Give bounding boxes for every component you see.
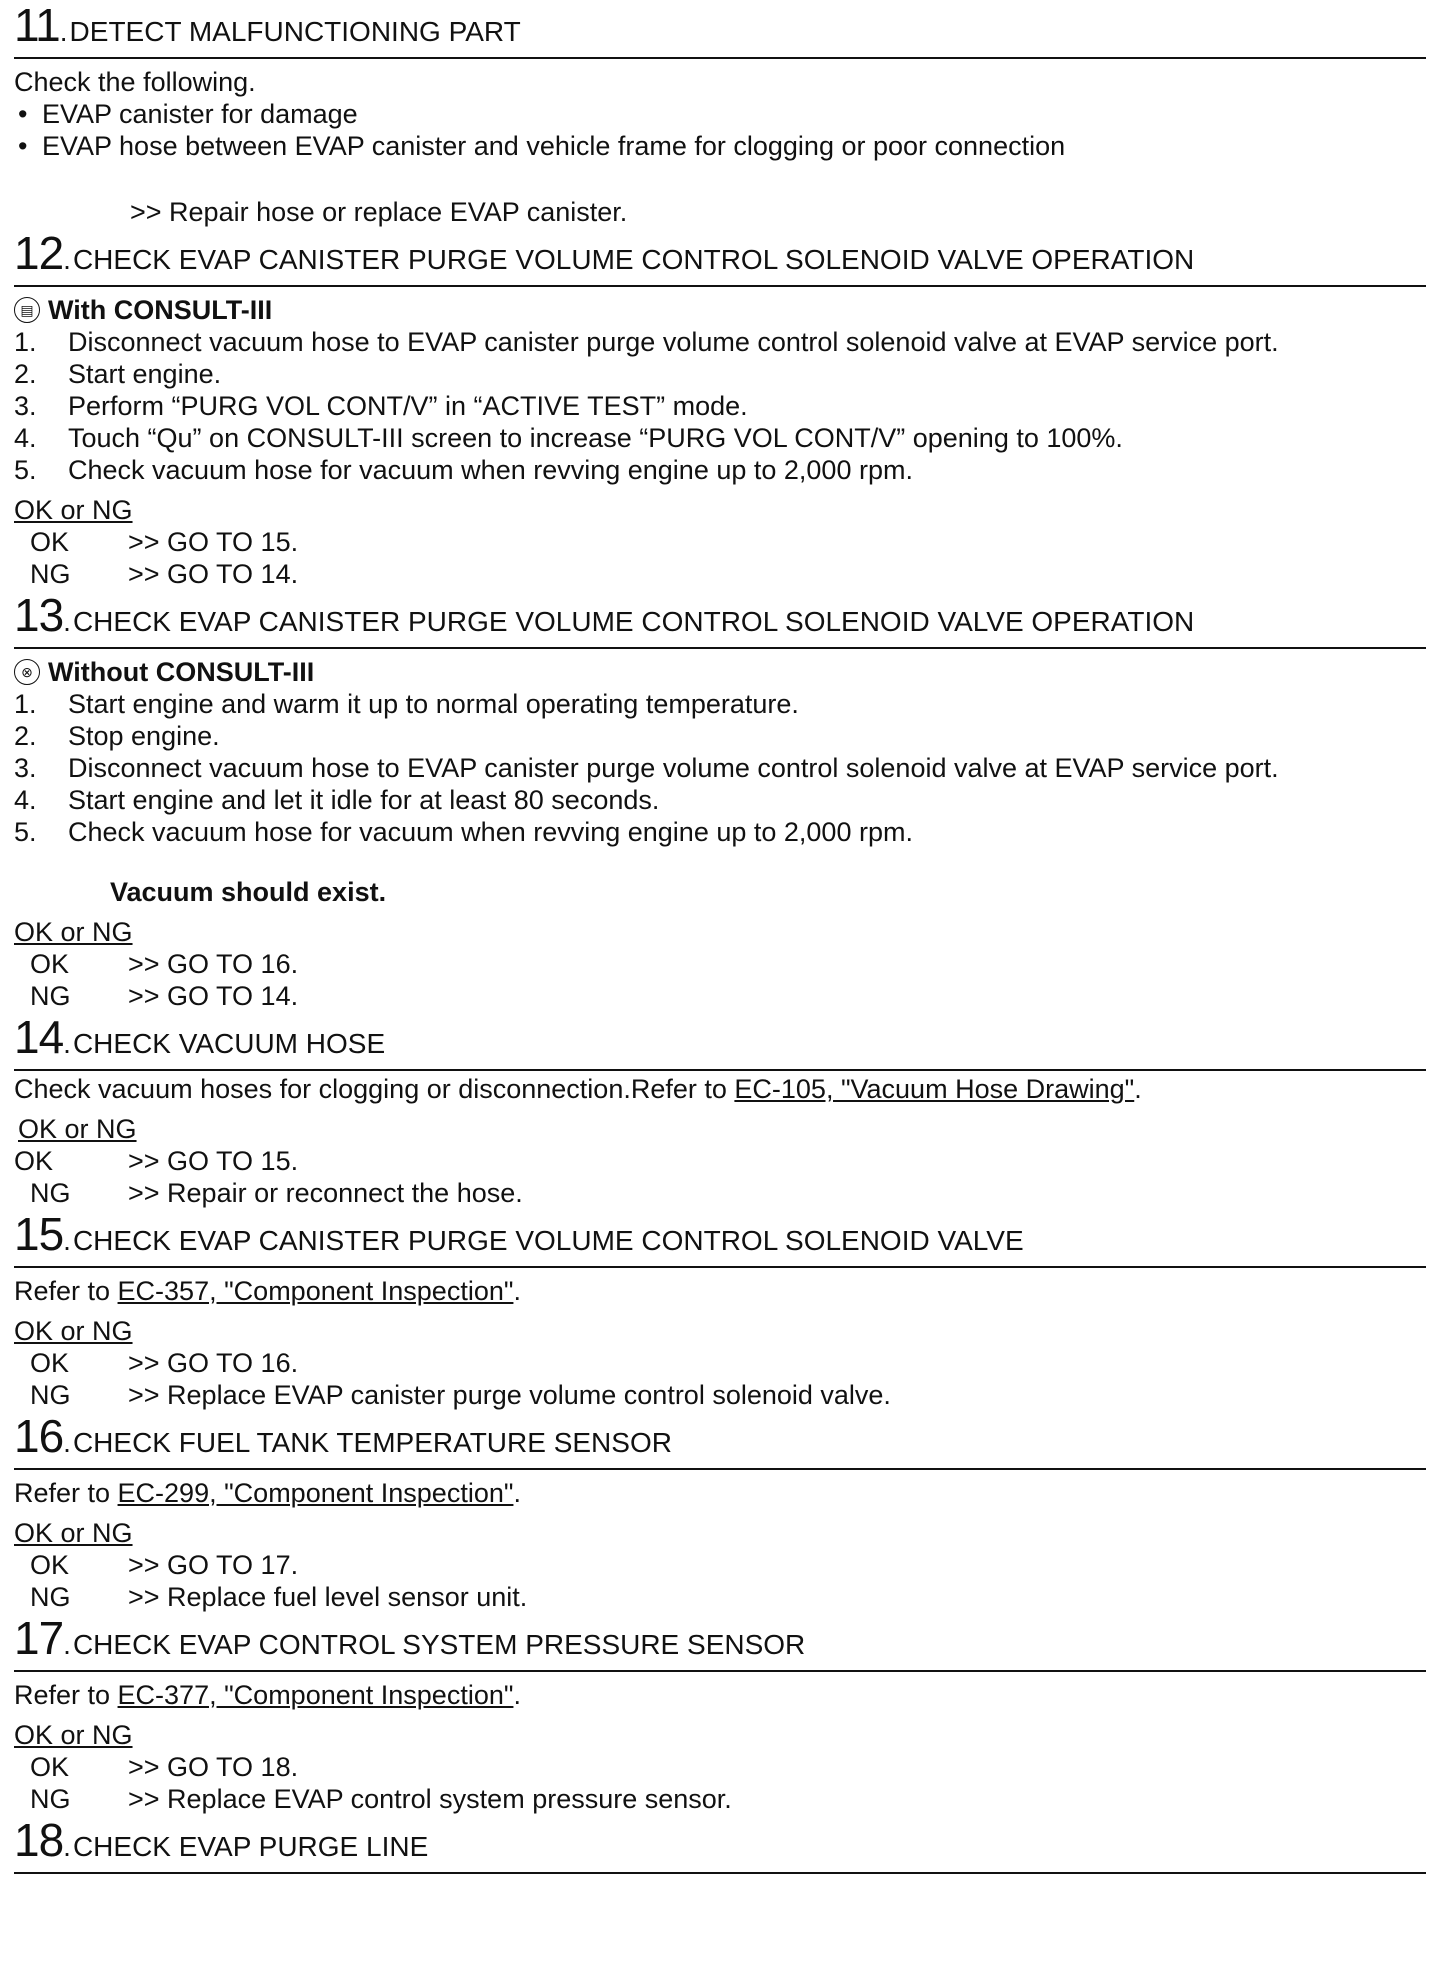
divider xyxy=(14,1266,1426,1268)
consult-icon: ▤ xyxy=(14,297,40,323)
ng-result: NG >> Replace EVAP control system pressure sensor. xyxy=(30,1784,732,1814)
reference-link[interactable]: EC-299, "Component Inspection" xyxy=(117,1478,514,1508)
step-14-heading: 14 . CHECK VACUUM HOSE xyxy=(14,1011,386,1063)
reference-link[interactable]: EC-377, "Component Inspection" xyxy=(117,1680,514,1710)
spec-note: Vacuum should exist. xyxy=(110,877,387,907)
divider xyxy=(14,647,1426,649)
list-item: 4. Start engine and let it idle for at least 80 seconds. xyxy=(14,785,660,815)
ok-or-ng-label: OK or NG xyxy=(14,495,133,525)
ok-or-ng-label: OK or NG xyxy=(14,1720,133,1750)
list-item: 2. Start engine. xyxy=(14,359,222,389)
step-title: DETECT MALFUNCTIONING PART xyxy=(69,16,521,47)
step-11-heading: 11 . DETECT MALFUNCTIONING PART xyxy=(14,0,521,51)
ok-or-ng-label: OK or NG xyxy=(14,917,133,947)
list-item: 1. Start engine and warm it up to normal operating temperature. xyxy=(14,689,799,719)
ok-result: OK >> GO TO 16. xyxy=(30,949,299,979)
list-item: 5. Check vacuum hose for vacuum when revving engine up to 2,000 rpm. xyxy=(14,817,913,847)
ok-result: OK >> GO TO 15. xyxy=(30,527,299,557)
list-item: 1. Disconnect vacuum hose to EVAP canister purge volume control solenoid valve at EVAP service port. xyxy=(14,327,1279,357)
step-15-heading: 15 . CHECK EVAP CANISTER PURGE VOLUME CONTROL SOLENOID VALVE xyxy=(14,1208,1024,1260)
ng-result: NG >> Repair or reconnect the hose. xyxy=(30,1178,523,1208)
divider xyxy=(14,57,1426,59)
ok-result: OK >> GO TO 18. xyxy=(30,1752,299,1782)
condition-with-consult: ▤ With CONSULT-III xyxy=(14,294,1426,326)
ok-result: OK >> GO TO 15. xyxy=(14,1146,299,1176)
ok-result: OK >> GO TO 17. xyxy=(30,1550,299,1580)
service-manual-page xyxy=(14,0,1426,1881)
step-17-heading: 17 . CHECK EVAP CONTROL SYSTEM PRESSURE SENSOR xyxy=(14,1612,806,1664)
ok-or-ng-label: OK or NG xyxy=(14,1316,133,1346)
reference-link[interactable]: EC-105, "Vacuum Hose Drawing" xyxy=(734,1074,1135,1104)
divider xyxy=(14,1468,1426,1470)
step-12-heading: 12 . CHECK EVAP CANISTER PURGE VOLUME CONTROL SOLENOID VALVE OPERATION xyxy=(14,227,1195,279)
reference-text: Refer to EC-299, "Component Inspection". xyxy=(14,1478,521,1508)
divider xyxy=(14,1069,1426,1071)
ng-result: NG >> Replace EVAP canister purge volume control solenoid valve. xyxy=(30,1380,891,1410)
reference-text: Refer to EC-357, "Component Inspection". xyxy=(14,1276,521,1306)
list-item: 3. Disconnect vacuum hose to EVAP canister purge volume control solenoid valve at EVAP service port. xyxy=(14,753,1279,783)
divider xyxy=(14,285,1426,287)
ok-or-ng-label: OK or NG xyxy=(18,1114,137,1144)
ok-or-ng-label: OK or NG xyxy=(14,1518,133,1548)
condition-without-consult: ⊗ Without CONSULT-III xyxy=(14,656,1426,688)
divider xyxy=(14,1670,1426,1672)
step-16-heading: 16 . CHECK FUEL TANK TEMPERATURE SENSOR xyxy=(14,1410,672,1462)
check-text: Check vacuum hoses for clogging or disconnection.Refer to EC-105, "Vacuum Hose Drawing". xyxy=(14,1074,1142,1104)
divider xyxy=(14,1872,1426,1874)
step-13-heading: 13 . CHECK EVAP CANISTER PURGE VOLUME CONTROL SOLENOID VALVE OPERATION xyxy=(14,589,1195,641)
step-18-heading: 18 . CHECK EVAP PURGE LINE xyxy=(14,1814,429,1866)
list-item: 3. Perform “PURG VOL CONT/V” in “ACTIVE TEST” mode. xyxy=(14,391,748,421)
ng-result: NG >> GO TO 14. xyxy=(30,981,299,1011)
ng-result: NG >> Replace fuel level sensor unit. xyxy=(30,1582,528,1612)
reference-text: Refer to EC-377, "Component Inspection". xyxy=(14,1680,521,1710)
list-item: 5. Check vacuum hose for vacuum when revving engine up to 2,000 rpm. xyxy=(14,455,913,485)
list-item: 4. Touch “Qu” on CONSULT-III screen to increase “PURG VOL CONT/V” opening to 100%. xyxy=(14,423,1123,453)
bullet-item: • EVAP canister for damage xyxy=(18,99,358,129)
without-consult-icon: ⊗ xyxy=(14,659,40,685)
step-number: 11 xyxy=(14,0,60,51)
bullet-item: • EVAP hose between EVAP canister and vehicle frame for clogging or poor connection xyxy=(18,131,1066,161)
intro-text: Check the following. xyxy=(14,67,256,97)
result-text: >> Repair hose or replace EVAP canister. xyxy=(130,197,628,227)
reference-link[interactable]: EC-357, "Component Inspection" xyxy=(117,1276,514,1306)
list-item: 2. Stop engine. xyxy=(14,721,220,751)
ok-result: OK >> GO TO 16. xyxy=(30,1348,299,1378)
ng-result: NG >> GO TO 14. xyxy=(30,559,299,589)
